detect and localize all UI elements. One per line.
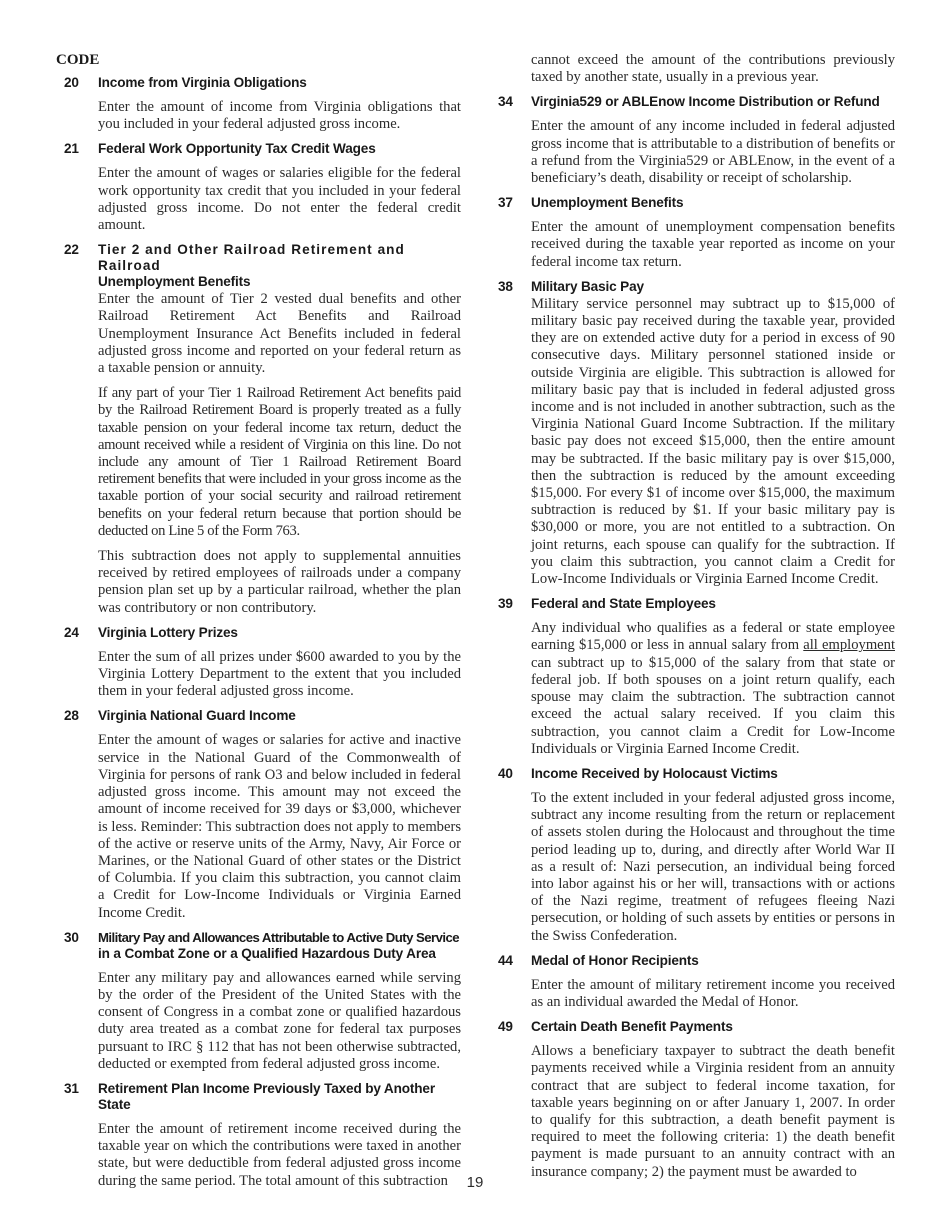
entry-paragraph: Enter the amount of any income included in federal adjusted gross income that is attributable to a distribution of benefits or a refund from the Virginia529 or ABLEnow, in the event of a beneficiary’s death, disability or receipt of scholarship. [531, 118, 895, 187]
entry-28 [56, 708, 461, 921]
entry-heading [56, 930, 461, 962]
entry-title: Medal of Honor Recipients [531, 952, 699, 968]
entry-paragraph: Enter the amount of military retirement income you received as an individual awarded the Medal of Honor. [531, 976, 895, 1010]
entry-heading [495, 766, 895, 782]
entry-22 [56, 242, 461, 617]
entry-heading [495, 953, 895, 969]
entry-37 [495, 195, 895, 271]
code-column-label: CODE [56, 52, 100, 68]
entry-34 [495, 94, 895, 187]
entry-paragraph: Enter the amount of wages or salaries for active and inactive service in the National Guard of the Commonwealth of Virginia for persons of rank O3 and below included in federal adjusted gross income. This amount may not exceed the amount of income received for 39 days or $3,000, whichever is less. Reminder: This subtraction does not apply to members of the active or reserve units of the Army, Navy, Air Force or Marines, or the National Guard of other states or the District of Columbia. If you claim this subtraction, you cannot claim a Credit for Low-Income Individuals or Virginia Earned Income Credit. [98, 732, 461, 921]
entry-heading [495, 94, 895, 110]
entry-code: 30 [64, 929, 79, 945]
entry-title: Income from Virginia Obligations [98, 75, 307, 90]
entry-title: Income Received by Holocaust Victims [531, 765, 778, 781]
entry-title: Military Basic Pay [531, 278, 644, 294]
entry-code: 24 [64, 624, 79, 640]
entry-paragraph: Enter the sum of all prizes under $600 awarded to you by the Virginia Lottery Department to the extent that you included them in your federal adjusted gross income. [98, 648, 461, 700]
entry-title [98, 930, 461, 962]
entry-title: Virginia National Guard Income [98, 708, 296, 724]
entry-code: 34 [498, 94, 513, 110]
entry-code: 49 [498, 1019, 513, 1035]
entry-heading [56, 1081, 461, 1113]
entry-title [98, 242, 461, 290]
entry-heading [56, 75, 461, 91]
entry-paragraph: Allows a beneficiary taxpayer to subtract the death benefit payments received while a Virginia resident from an annuity contract that are subject to federal income taxation, for taxable years beginning on or after January 1, 2007. In order to qualify for this subtraction, a death benefit payment is required to meet the following criteria: 1) the death benefit payment is made pursuant to an annuity contract with an insurance company; 2) the payment must be awarded to [531, 1043, 895, 1180]
entry-paragraph: Military service personnel may subtract up to $15,000 of military basic pay received during the taxable year, provided they are on extended active duty for a period in excess of 90 consecutive days. Military personnel stationed inside or outside Virginia are eligible. This subtraction is allowed for military basic pay that is included in federal adjusted gross income and is not included in another subtraction, such as the Virginia National Guard Income Subtraction. If the military basic pay does not exceed $15,000, then the entire amount may be subtracted. If the basic military pay is over $15,000, then the subtraction is reduced by the amount exceeding $15,000. For every $1 of income over $15,000, the maximum subtraction is reduced by $1. If your basic military pay is $30,000 or more, you are not entitled to a subtraction. On joint returns, each spouse can qualify for the subtraction. If you claim this subtraction, you cannot claim a Credit for Low-Income Individuals or Virginia Earned Income Credit. [531, 295, 895, 588]
page-number: 19 [466, 1174, 484, 1191]
entry-code: 39 [498, 596, 513, 612]
entry-title-line: in a Combat Zone or a Qualified Hazardous Duty Area [98, 945, 436, 961]
entry-paragraph: Enter the amount of income from Virginia obligations that you included in your federal adjusted gross income. [98, 99, 461, 133]
entry-paragraph: If any part of your Tier 1 Railroad Retirement Act benefits paid by the Railroad Retirement Board is properly treated as a fully taxable pension on your federal income tax return, deduct the amount received while a resident of Virginia on this line. Do not include any amount of Tier 1 Railroad Retirement Board retirement benefits that were included in your gross income as the taxable portion of your social security and railroad retirement benefits on your federal return because that portion should be deducted on Line 5 of the Form 763. [98, 385, 461, 539]
entry-heading [495, 279, 895, 295]
entry-paragraph: To the extent included in your federal adjusted gross income, subtract any income resulting from the return or replacement of assets stolen during the Holocaust and throughout the time period leading up to, during, and directly after World War II as a result of: Nazi persecution, an individual being forced into labor against his or her will, transactions with or actions of the Nazi regime, treatment of refugees fleeing Nazi persecution, or holding of such assets by entities or persons in the Swiss Confederation. [531, 789, 895, 944]
entry-title-line: Tier 2 and Other Railroad Retirement and Railroad [98, 242, 405, 274]
entry-heading [56, 625, 461, 641]
entry-paragraph: Enter the amount of Tier 2 vested dual benefits and other Railroad Retirement Act Benefits and Railroad Unemployment Insurance Act Benefits included in federal adjusted gross income and reported on your federal return as a taxable pension or annuity. [98, 291, 461, 377]
entry-code: 21 [64, 141, 79, 157]
entry-39 [495, 596, 895, 758]
entry-49 [495, 1019, 895, 1181]
entry-paragraph: Enter the amount of unemployment compensation benefits received during the taxable year reported as income on your federal income tax return. [531, 219, 895, 270]
left-column [56, 52, 461, 1198]
entry-24 [56, 625, 461, 701]
entry-title: Federal Work Opportunity Tax Credit Wages [98, 141, 376, 157]
entry-code: 22 [64, 242, 79, 258]
entry-40 [495, 766, 895, 945]
entry-title: Certain Death Benefit Payments [531, 1019, 733, 1035]
entry-title: Virginia Lottery Prizes [98, 624, 238, 640]
right-column [495, 52, 895, 1189]
underlined-phrase: all employment [803, 637, 896, 654]
entry-code: 20 [64, 75, 79, 90]
entry-code: 28 [64, 708, 79, 724]
paragraph-text: can subtract up to $15,000 of the salary from that state or federal job. If both spouses on a joint return qualify, each spouse may claim the subtraction. The subtraction cannot exceed the actual salary received. If you claim this subtraction, you cannot claim a Credit for Low-Income Individuals or Virginia Earned Income Credit. [531, 654, 895, 757]
entry-paragraph: Enter the amount of retirement income received during the taxable year on which the contributions were taxed in another state, but were deductible from federal adjusted gross income during the same period. The total amount of this subtraction [98, 1120, 461, 1189]
entry-paragraph [531, 620, 895, 758]
entry-paragraph: Enter the amount of wages or salaries eligible for the federal work opportunity tax credit that you included in your federal adjusted gross income. Do not enter the federal credit amount. [98, 165, 461, 234]
entry-code: 40 [498, 765, 513, 781]
entry-code: 31 [64, 1080, 79, 1096]
entry-heading [56, 242, 461, 290]
entry-paragraph: Enter any military pay and allowances earned while serving by the order of the President of the United States with the consent of Congress in a combat zone or qualified hazardous duty area treated as a combat zone for federal tax purposes pursuant to IRC § 112 that has not been otherwise subtracted, deducted or exempted from federal adjusted gross income. [98, 969, 461, 1072]
entry-title: Virginia529 or ABLEnow Income Distribution or Refund [531, 94, 880, 110]
entry-title: Federal and State Employees [531, 596, 716, 612]
entry-44 [495, 953, 895, 1011]
paragraph-text: Any individual who qualifies as a federal or state employee earning $15,000 or less in annual salary from [531, 620, 895, 654]
entry-30 [56, 930, 461, 1073]
entry-code: 44 [498, 952, 513, 968]
entry-code: 38 [498, 278, 513, 294]
entry-heading [56, 141, 461, 157]
entry-21 [56, 141, 461, 234]
entry-title: Unemployment Benefits [531, 195, 684, 211]
entry-paragraph: This subtraction does not apply to supplemental annuities received by retired employees of railroads under a company pension plan set up by a particular railroad, whether the plan was contributory or non contributory. [98, 548, 461, 616]
entry-code: 37 [498, 195, 513, 211]
entry-title-line: Military Pay and Allowances Attributable to Active Duty Service [98, 929, 460, 945]
entry-20 [56, 75, 461, 133]
entry-title-line: Unemployment Benefits [98, 274, 251, 290]
entry-title: Retirement Plan Income Previously Taxed by Another State [98, 1080, 435, 1112]
entry-heading [495, 195, 895, 211]
entry-heading [495, 596, 895, 612]
entry-31-continued: cannot exceed the amount of the contributions previously taxed by another state, usually in a previous year. [531, 52, 895, 86]
entry-38 [495, 279, 895, 588]
entry-heading [56, 708, 461, 724]
entry-heading [495, 1019, 895, 1035]
